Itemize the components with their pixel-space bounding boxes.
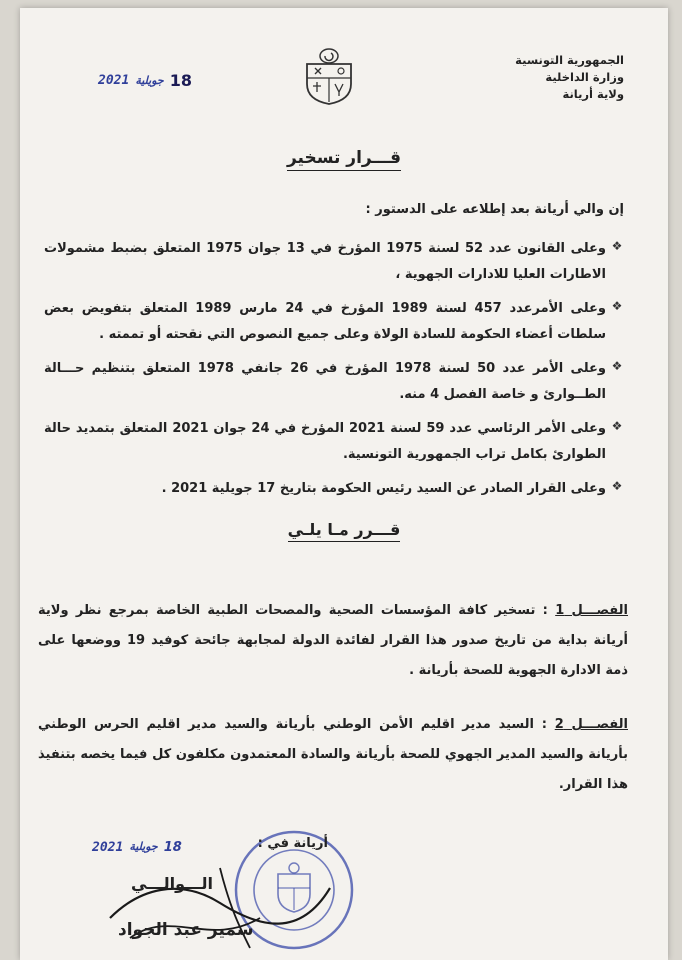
governor-title: الـــوالـــي [130,874,213,893]
article-label: الفصـــل 2 [554,717,628,732]
bullet-icon: ❖ [611,479,623,493]
preamble: إن والي أريانة بعد إطلاعه على الدستور : [365,202,624,217]
list-item [44,236,628,288]
bullet-icon: ❖ [611,299,623,313]
signature-year: 2021 [92,840,124,855]
article-text: : السيد مدير اقليم الأمن الوطني بأريانة والسيد مدير اقليم الحرس الوطني بأريانة والسيد المدير الجهوي للصحة بأريانة والسادة المعتمدون مكلفون كل فيما يخصه بتنفيذ هذا القرار. [38,717,628,792]
signature-place: أريانة في : [257,836,328,851]
list-item [44,476,628,502]
stamp-year: 2021 [98,72,130,88]
bullet-icon: ❖ [611,239,623,253]
signature-month: جويلية [129,840,158,853]
governor-name: سمير عبد الجواد [118,920,254,940]
reception-date-stamp [98,70,194,90]
ministry-header [484,52,624,103]
header-line: وزارة الداخلية [545,70,624,84]
consideration-text: وعلى القانون عدد 52 لسنة 1975 المؤرخ في 13 جوان 1975 المتعلق بضبط مشمولات الاطارات العليا للادارات الجهوية ، [44,241,607,282]
bullet-icon: ❖ [611,359,623,373]
bullet-icon: ❖ [611,419,623,433]
consideration-text: وعلى الأمر الرئاسي عدد 59 لسنة 2021 المؤرخ في 24 جوان 2021 المتعلق بتمديد حالة الطوارئ بكامل تراب الجمهورية التونسية. [44,421,606,462]
header-line: الجمهورية التونسية [515,53,624,67]
document-title: قـــرار تسخير [20,148,668,168]
list-item [44,296,628,348]
stamp-day: 18 [169,70,192,90]
header-line: ولاية أريانة [562,87,624,101]
list-item [44,416,628,468]
consideration-text: وعلى القرار الصادر عن السيد رئيس الحكومة بتاريخ 17 جويلية 2021 . [161,481,606,496]
list-item [44,356,628,408]
coat-of-arms-icon [301,48,357,106]
stamp-month: جويلية [135,73,164,87]
consideration-text: وعلى الأمرعدد 457 لسنة 1989 المؤرخ في 24 مارس 1989 المتعلق بتفويض بعض سلطات أعضاء الحكومة للسادة الولاة وعلى جميع النصوص التي نقحته أو تممته . [44,301,606,342]
handwritten-signature-icon [100,848,340,958]
document-page [20,8,668,960]
article-text: : تسخير كافة المؤسسات الصحية والمصحات الطبية الخاصة بمرجع نظر ولاية أريانة بداية من تاريخ صدور هذا القرار لفائدة الدولة لمجابهة جائحة كوفيد 19 ووضعها على ذمة الادارة الجهوية للصحة بأريانة . [38,603,628,678]
decision-heading: قـــرر مـا يلـي [20,520,668,539]
considerations-list [44,236,628,510]
article-1 [38,596,628,686]
signature-day: 18 [163,840,182,855]
consideration-text: وعلى الأمر عدد 50 لسنة 1978 المؤرخ في 26 جانفي 1978 المتعلق بتنظيم حـــالة الطــوارئ و خاصة الفصل 4 منه. [44,361,606,402]
signature-date-stamp [92,840,182,855]
article-label: الفصـــل 1 [555,603,628,618]
article-2 [38,710,628,800]
